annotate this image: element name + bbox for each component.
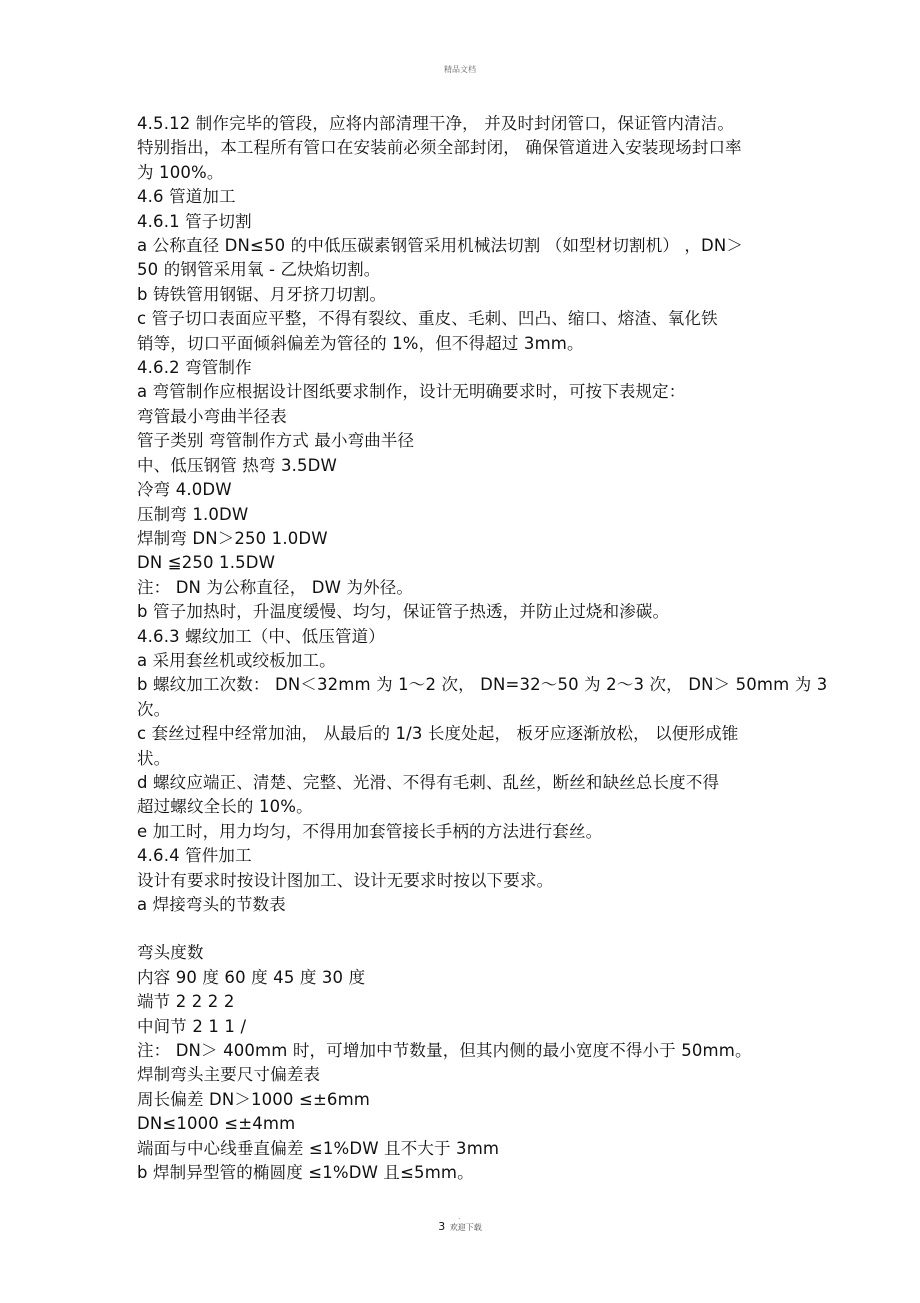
table-row: DN≤1000 ≤±4mm	[137, 1114, 296, 1134]
header-note: 精品文档	[444, 65, 476, 74]
text-line: a 采用套丝机或绞板加工。	[137, 650, 336, 670]
text-line: e 加工时，用力均匀，不得用加套管接长手柄的方法进行套丝。	[137, 821, 603, 841]
table-title: 焊制弯头主要尺寸偏差表	[137, 1065, 321, 1085]
text-line: 销等，切口平面倾斜偏差为管径的 1%，但不得超过 3mm。	[137, 333, 584, 353]
table-row: 冷弯 4.0DW	[137, 480, 232, 500]
section-heading: 4.6.4 管件加工	[137, 846, 252, 866]
footer-note: 欢迎下载	[449, 1223, 482, 1232]
document-body	[137, 112, 828, 1185]
section-heading: 4.6.3 螺纹加工（中、低压管道）	[137, 626, 385, 646]
text-line: b 螺纹加工次数： DN＜32mm 为 1～2 次， DN=32～50 为 2～3 次， DN＞ 50mm 为 3	[137, 675, 828, 695]
text-line: 设计有要求时按设计图加工、设计无要求时按以下要求。	[137, 870, 554, 890]
text-line: b 管子加热时，升温度缓慢、均匀，保证管子热透，并防止过烧和渗碳。	[137, 602, 670, 622]
table-header: 管子类别 弯管制作方式 最小弯曲半径	[137, 431, 415, 451]
table-row: 压制弯 1.0DW	[137, 504, 249, 524]
text-line: c 管子切口表面应平整，不得有裂纹、重皮、毛刺、凹凸、缩口、熔渣、氧化铁	[137, 309, 718, 329]
text-line: a 弯管制作应根据设计图纸要求制作，设计无明确要求时，可按下表规定：	[137, 382, 686, 402]
table-row: DN ≦250 1.5DW	[137, 553, 276, 573]
note-line: 注： DN＞ 400mm 时，可增加中节数量，但其内侧的最小宽度不得小于 50mm。	[137, 1041, 752, 1061]
table-row: 中间节 2 1 1 /	[137, 1016, 247, 1036]
text-line: 特别指出，本工程所有管口在安装前必须全部封闭， 确保管道进入安装现场封口率	[137, 138, 742, 158]
table-title: a 焊接弯头的节数表	[137, 895, 286, 914]
blank-line	[137, 917, 787, 941]
text-line: 次。	[137, 699, 171, 719]
text-line: 超过螺纹全长的 10%。	[137, 797, 313, 817]
footer-dot: .	[458, 1212, 461, 1221]
table-row: 端节 2 2 2 2	[137, 992, 235, 1012]
text-line: 状。	[137, 748, 171, 768]
table-row: 端面与中心线垂直偏差 ≤1%DW 且不大于 3mm	[137, 1138, 500, 1158]
text-line: c 套丝过程中经常加油， 从最后的 1/3 长度处起， 板牙应逐渐放松， 以便形成锥	[137, 724, 739, 744]
page-footer	[0, 1212, 920, 1233]
table-title: 弯管最小弯曲半径表	[137, 406, 287, 426]
text-line: 4.5.12 制作完毕的管段，应将内部清理干净， 并及时封闭管口，保证管内清洁。	[137, 114, 734, 133]
table-row: 周长偏差 DN＞1000 ≤±6mm	[137, 1089, 371, 1109]
section-heading: 4.6.1 管子切割	[137, 211, 252, 231]
note-line: 注： DN 为公称直径， DW 为外径。	[137, 577, 414, 597]
table-row: 中、低压钢管 热弯 3.5DW	[137, 455, 338, 475]
text-line: b 焊制异型管的椭圆度 ≤1%DW 且≤5mm。	[137, 1163, 474, 1183]
page-number: 3	[438, 1220, 446, 1233]
text-line: a 公称直径 DN≤50 的中低压碳素钢管采用机械法切割 （如型材切割机） ，DN＞	[137, 236, 744, 256]
section-heading: 4.6.2 弯管制作	[137, 358, 252, 378]
text-line: d 螺纹应端正、清楚、完整、光滑、不得有毛刺、乱丝，断丝和缺丝总长度不得	[137, 772, 720, 792]
section-heading: 4.6 管道加工	[137, 187, 236, 207]
text-line: 为 100%。	[137, 162, 224, 182]
table-row: 焊制弯 DN＞250 1.0DW	[137, 528, 328, 548]
text-line: 50 的钢管采用氧 - 乙炔焰切割。	[137, 260, 381, 280]
table-row: 内容 90 度 60 度 45 度 30 度	[137, 967, 366, 987]
table-header: 弯头度数	[137, 943, 204, 963]
text-line: b 铸铁管用钢锯、月牙挤刀切割。	[137, 284, 387, 304]
